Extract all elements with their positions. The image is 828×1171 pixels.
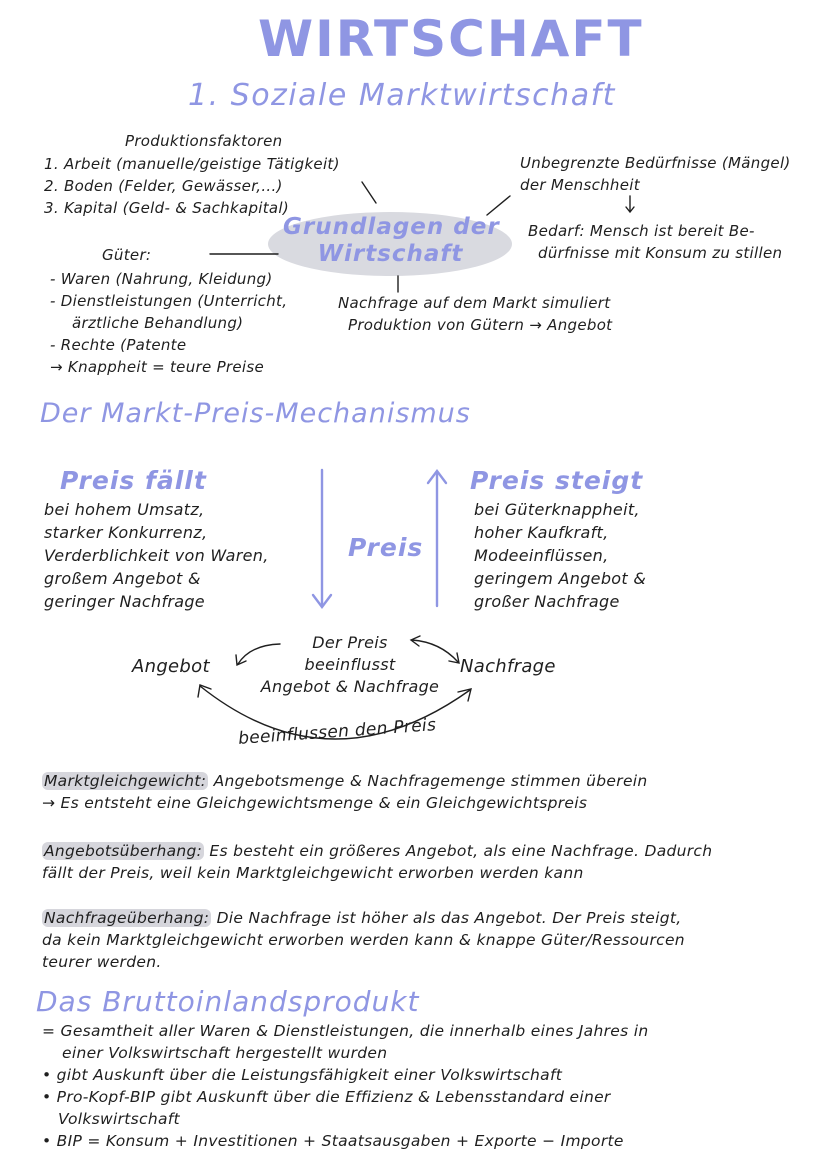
- definition-term: Nachfrageüberhang:: [44, 909, 210, 927]
- arrowhead-icon: [313, 595, 331, 607]
- definition-nachfrageueberhang: Nachfrageüberhang: Die Nachfrage ist höher als das Angebot. Der Preis steigt, da kein Marktgleichgewicht erworben werden kann & knappe Güter/Ressourcen teurer werden.: [42, 909, 685, 971]
- list-item: - Waren (Nahrung, Kleidung): [50, 270, 273, 288]
- produktionsfaktoren-list: [44, 153, 340, 219]
- list-item: - Rechte (Patente: [50, 336, 187, 354]
- cycle-angebot: Angebot: [132, 656, 210, 677]
- cycle-nachfrage: Nachfrage: [460, 656, 556, 677]
- beduerfnisse-note: Unbegrenzte Bedürfnisse (Mängel) der Menschheit: [520, 154, 791, 194]
- definition-term: Marktgleichgewicht:: [44, 772, 207, 790]
- list-item: 3. Kapital (Geld- & Sachkapital): [44, 199, 290, 217]
- bip-list: [42, 1020, 648, 1152]
- bedarf-note: Bedarf: Mensch ist bereit Be- dürfnisse mit Konsum zu stillen: [528, 222, 783, 262]
- gueter-list: [50, 268, 287, 378]
- preis-steigt-list: bei Güterknappheit, hoher Kaufkraft, Modeeinflüssen, geringem Angebot & großer Nachfrage: [474, 500, 647, 611]
- list-item: • Pro-Kopf-BIP gibt Auskunft über die Effizienz & Lebensstandard einer: [42, 1088, 611, 1106]
- section-heading-bruttoinlandsprodukt: Das Bruttoinlandsprodukt: [36, 985, 420, 1018]
- arrowhead-icon: [449, 653, 459, 663]
- preis-faellt-list: bei hohem Umsatz, starker Konkurrenz, Verderblichkeit von Waren, großem Angebot & geringer Nachfrage: [44, 500, 269, 611]
- list-item: ärztliche Behandlung): [72, 314, 244, 332]
- arrowhead-icon: [236, 655, 246, 665]
- list-item: einer Volkswirtschaft hergestellt wurden: [62, 1044, 388, 1062]
- definition-term: Angebotsüberhang:: [44, 842, 203, 860]
- arrowhead-icon: [458, 689, 471, 701]
- page-title: WIRTSCHAFT: [258, 10, 644, 68]
- list-item: - Dienstleistungen (Unterricht,: [50, 292, 288, 310]
- arrowhead-icon: [198, 685, 211, 697]
- list-item: • gibt Auskunft über die Leistungsfähigkeit einer Volkswirtschaft: [42, 1066, 563, 1084]
- list-item: 1. Arbeit (manuelle/geistige Tätigkeit): [44, 155, 340, 173]
- connector-line: [362, 182, 376, 203]
- preis-center-label: Preis: [348, 533, 424, 562]
- list-item: → Knappheit = teure Preise: [50, 358, 265, 376]
- list-item: Volkswirtschaft: [58, 1110, 180, 1128]
- arrowhead-icon: [626, 207, 634, 212]
- preis-steigt-label: Preis steigt: [470, 466, 644, 495]
- cycle-bottom-text: beeinflussen den Preis: [237, 715, 437, 749]
- nachfrage-note: Nachfrage auf dem Markt simuliert Produktion von Gütern → Angebot: [338, 294, 613, 334]
- preis-faellt-label: Preis fällt: [60, 466, 207, 495]
- produktionsfaktoren-label: Produktionsfaktoren: [125, 132, 283, 150]
- section-heading-soziale-marktwirtschaft: 1. Soziale Marktwirtschaft: [188, 78, 616, 113]
- grundlagen-der-wirtschaft: Grundlagen der Wirtschaft: [283, 214, 500, 267]
- list-item: • BIP = Konsum + Investitionen + Staatsausgaben + Exporte − Importe: [42, 1132, 624, 1150]
- cycle-center-text: Der Preis beeinflusst Angebot & Nachfrage: [260, 633, 440, 696]
- definition-marktgleichgewicht: Marktgleichgewicht: Angebotsmenge & Nachfragemenge stimmen überein → Es entsteht eine Gleichgewichtsmenge & ein Gleichgewichtspreis: [42, 772, 648, 812]
- arrowhead-icon: [428, 471, 446, 483]
- list-item: = Gesamtheit aller Waren & Dienstleistungen, die innerhalb eines Jahres in: [42, 1022, 649, 1040]
- gueter-label: Güter:: [102, 246, 152, 264]
- section-heading-markt-preis-mechanismus: Der Markt-Preis-Mechanismus: [40, 398, 471, 429]
- list-item: 2. Boden (Felder, Gewässer,...): [44, 177, 283, 195]
- connector-line: [487, 196, 510, 215]
- definition-angebotsueberhang: Angebotsüberhang: Es besteht ein größeres Angebot, als eine Nachfrage. Dadurch fällt der Preis, weil kein Marktgleichgewicht erworben werden kann: [42, 842, 713, 882]
